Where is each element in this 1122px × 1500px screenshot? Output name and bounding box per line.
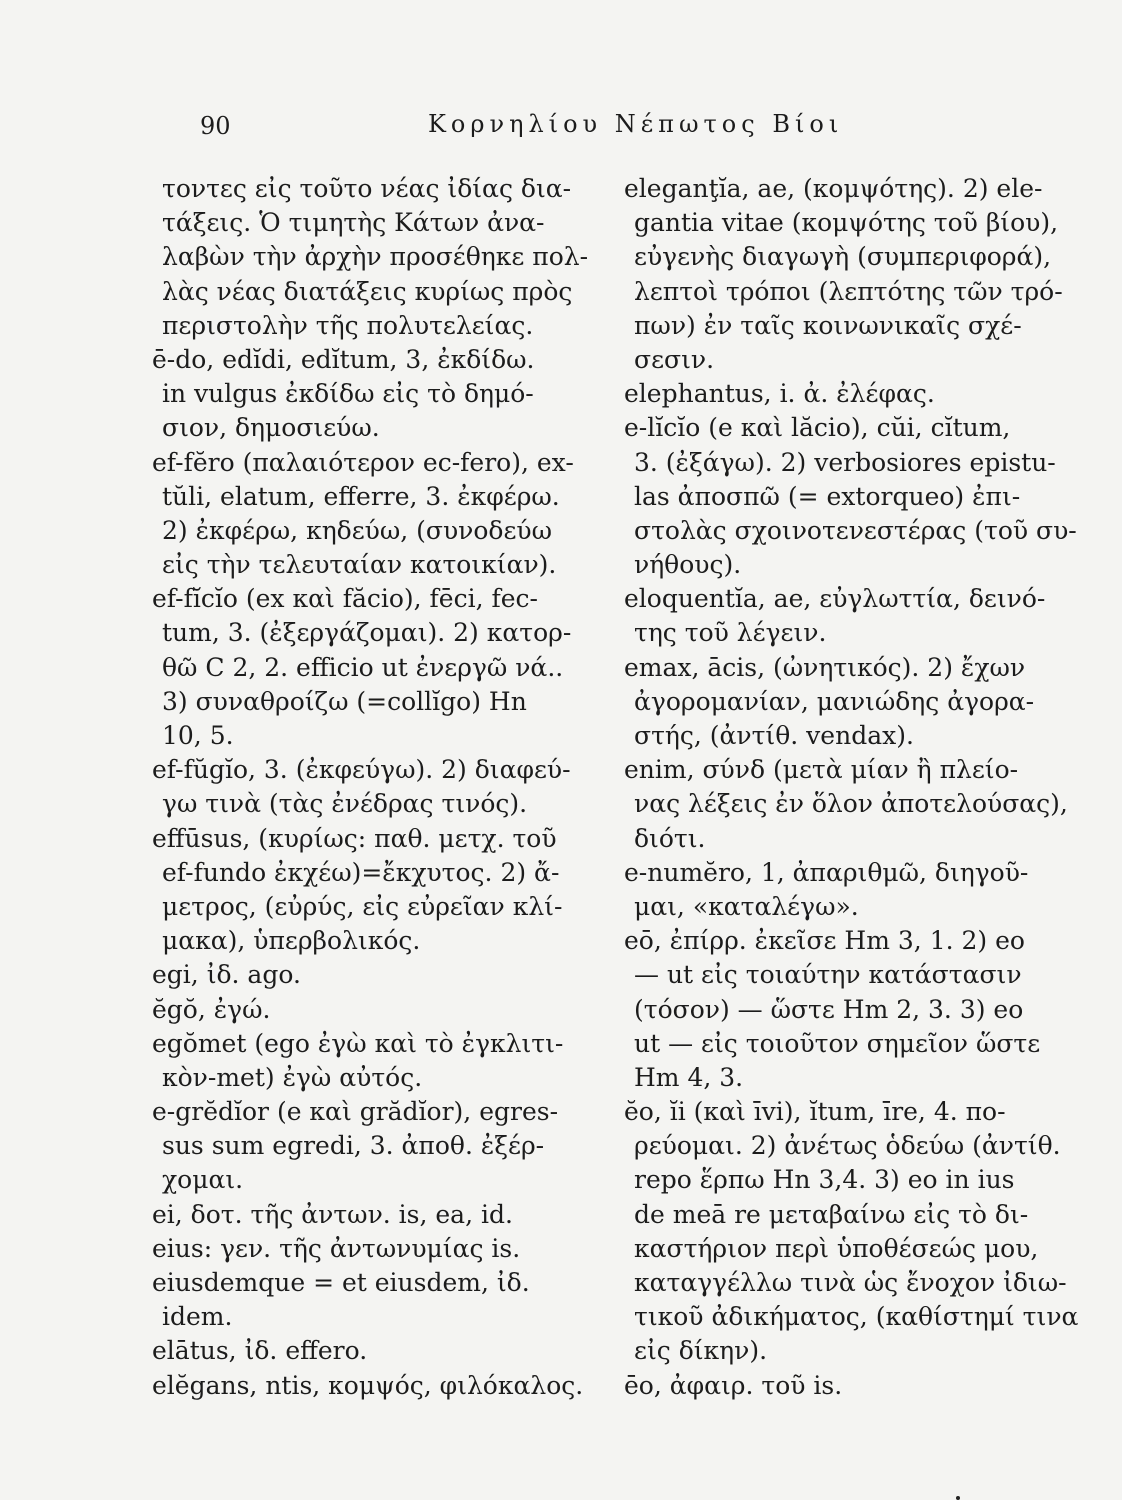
running-title: Κορνηλίου Νέπωτος Βίοι [428,110,844,138]
dictionary-line: καστήριον περὶ ὑποθέσεώς μου, [634,1233,1039,1263]
dictionary-line: λὰς νέας διατάξεις κυρίως πρὸς [162,276,573,306]
dictionary-line: e-numĕro, 1, ἀπαριθμῶ, διηγοῦ- [624,857,1029,887]
dictionary-line: θῶ C 2, 2. efficio ut ἐνεργῶ νά.. [162,652,564,682]
dictionary-line: eō, ἐπίρρ. ἐκεῖσε Hm 3, 1. 2) eo [624,926,1025,956]
dictionary-line: περιστολὴν τῆς πολυτελείας. [162,310,534,340]
dictionary-line: effūsus, (κυρίως: παθ. μετχ. τοῦ [152,823,557,853]
dictionary-line: νήθους). [634,550,742,580]
dictionary-line: τικοῦ ἀδικήματος, (καθίστημί τινα [634,1302,1079,1332]
dictionary-line: σεσιν. [634,344,715,374]
stray-dot-mark [956,1496,960,1500]
dictionary-line: emax, ācis, (ὠνητικός). 2) ἔχων [624,652,1026,682]
dictionary-line: πων) ἐν ταῖς κοινωνικαῖς σχέ- [634,310,1022,340]
dictionary-line: διότι. [634,823,706,853]
dictionary-line: eloquentĭa, ae, εὐγλωττία, δεινό- [624,584,1046,614]
dictionary-line: ef-fĭcĭo (ex καὶ făcio), fēci, fec- [152,584,538,614]
dictionary-line: ēo, ἀφαιρ. τοῦ is. [624,1370,843,1400]
dictionary-line: elātus, ἰδ. effero. [152,1336,368,1366]
dictionary-line: elephantus, i. ἀ. ἐλέφας. [624,379,935,409]
dictionary-line: εὐγενὴς διαγωγὴ (συμπεριφορά), [634,242,1052,272]
page-number: 90 [200,112,231,140]
dictionary-line: sus sum egredi, 3. ἀποθ. ἐξέρ- [162,1131,545,1161]
dictionary-line: λεπτοὶ τρόποι (λεπτότης τῶν τρό- [634,276,1063,306]
dictionary-line: — ut εἰς τοιαύτην κατάστασιν [634,960,1022,990]
dictionary-line: ef-fĕro (παλαιότερον ec-fero), ex- [152,447,574,477]
dictionary-line: ef-fundo ἐκχέω)=ἔκχυτος. 2) ἄ- [162,857,560,887]
dictionary-line: egŏmet (ego ἐγὼ καὶ τὸ ἐγκλιτι- [152,1028,564,1058]
dictionary-line: elĕgans, ntis, κομψός, φιλόκαλος. [152,1370,584,1400]
dictionary-line: στής, (ἀντίθ. vendax). [634,721,914,750]
dictionary-line: τάξεις. Ὁ τιμητὴς Κάτων ἀνα- [162,208,545,238]
dictionary-line: de meā re μεταβαίνω εἰς τὸ δι- [634,1199,1029,1229]
dictionary-line: idem. [162,1302,233,1332]
dictionary-line: νας λέξεις ἐν ὅλον ἀποτελούσας), [634,789,1068,819]
dictionary-line: gantia vitae (κομψότης τοῦ βίου), [634,208,1059,238]
dictionary-line: εἰς δίκην). [634,1336,768,1366]
dictionary-line: 2) ἐκφέρω, κηδεύω, (συνοδεύω [162,515,553,545]
left-column [152,172,592,1403]
dictionary-line: tŭli, elatum, efferre, 3. ἐκφέρω. [162,481,560,511]
dictionary-line: eiusdemque = et eiusdem, ἰδ. [152,1268,530,1297]
dictionary-line: ĕgŏ, ἐγώ. [152,994,271,1024]
dictionary-line: las ἀποσπῶ (= extorqueo) ἐπι- [634,481,1021,511]
dictionary-line: 10, 5. [162,721,234,750]
dictionary-line: κὸν-met) ἐγὼ αὐτός. [162,1062,423,1092]
dictionary-line: ρεύομαι. 2) ἀνέτως ὁδεύω (ἀντίθ. [634,1131,1061,1161]
dictionary-line: λαβὼν τὴν ἀρχὴν προσέθηκε πολ- [162,242,589,272]
dictionary-line: ē-do, edĭdi, edĭtum, 3, ἐκδίδω. [152,344,535,374]
dictionary-line: ἀγορομανίαν, μανιώδης ἀγορα- [634,686,1035,716]
dictionary-line: μετρος, (εὐρύς, εἰς εὐρεῖαν κλί- [162,891,563,921]
dictionary-line: Hm 4, 3. [634,1062,744,1092]
dictionary-line: στολὰς σχοινοτενεστέρας (τοῦ συ- [634,515,1077,545]
dictionary-line: in vulgus ἐκδίδω εἰς τὸ δημό- [162,379,534,409]
dictionary-line: εἰς τὴν τελευταίαν κατοικίαν). [162,550,557,580]
dictionary-line: μακα), ὑπερβολικός. [162,926,421,956]
dictionary-line: της τοῦ λέγειν. [634,618,827,648]
right-column [624,172,1084,1403]
dictionary-line: ĕo, ĭi (καὶ īvi), ĭtum, īre, 4. πο- [624,1097,1006,1127]
dictionary-line: 3) συναθροίζω (=collĭgo) Hn [162,686,527,716]
dictionary-line: eius: γεν. τῆς ἀντωνυμίας is. [152,1233,521,1263]
dictionary-line: μαι, «καταλέγω». [634,891,859,921]
dictionary-line: ut — εἰς τοιοῦτον σημεῖον ὥστε [634,1028,1041,1058]
dictionary-line: egi, ἰδ. ago. [152,960,301,990]
dictionary-line: e-grĕdĭor (e καὶ grădĭor), egres- [152,1097,559,1127]
dictionary-line: e-lĭcĭo (e καὶ lăcio), cŭi, cĭtum, [624,413,1011,443]
dictionary-line: (τόσον) — ὥστε Hm 2, 3. 3) eo [634,994,1024,1024]
dictionary-line: tum, 3. (ἐξεργάζομαι). 2) κατορ- [162,618,572,648]
dictionary-line: eleganţĭa, ae, (κομψότης). 2) ele- [624,174,1043,203]
dictionary-line: ef-fŭgĭo, 3. (ἐκφεύγω). 2) διαφεύ- [152,755,571,785]
dictionary-line: enim, σύνδ (μετὰ μίαν ἢ πλείο- [624,755,1019,785]
dictionary-line: τοντες εἰς τοῦτο νέας ἰδίας δια- [162,174,572,203]
dictionary-line: repo ἕρπω Hn 3,4. 3) eo in ius [634,1165,1015,1195]
dictionary-line: ei, δοτ. τῆς ἀντων. is, ea, id. [152,1199,513,1229]
dictionary-line: 3. (ἐξάγω). 2) verbosiores epistu- [634,447,1056,477]
dictionary-line: χομαι. [162,1165,244,1195]
dictionary-line: σιον, δημοσιεύω. [162,413,380,443]
dictionary-line: καταγγέλλω τινὰ ὡς ἔνοχον ἰδιω- [634,1268,1067,1297]
dictionary-line: γω τινὰ (τὰς ἐνέδρας τινός). [162,789,528,819]
